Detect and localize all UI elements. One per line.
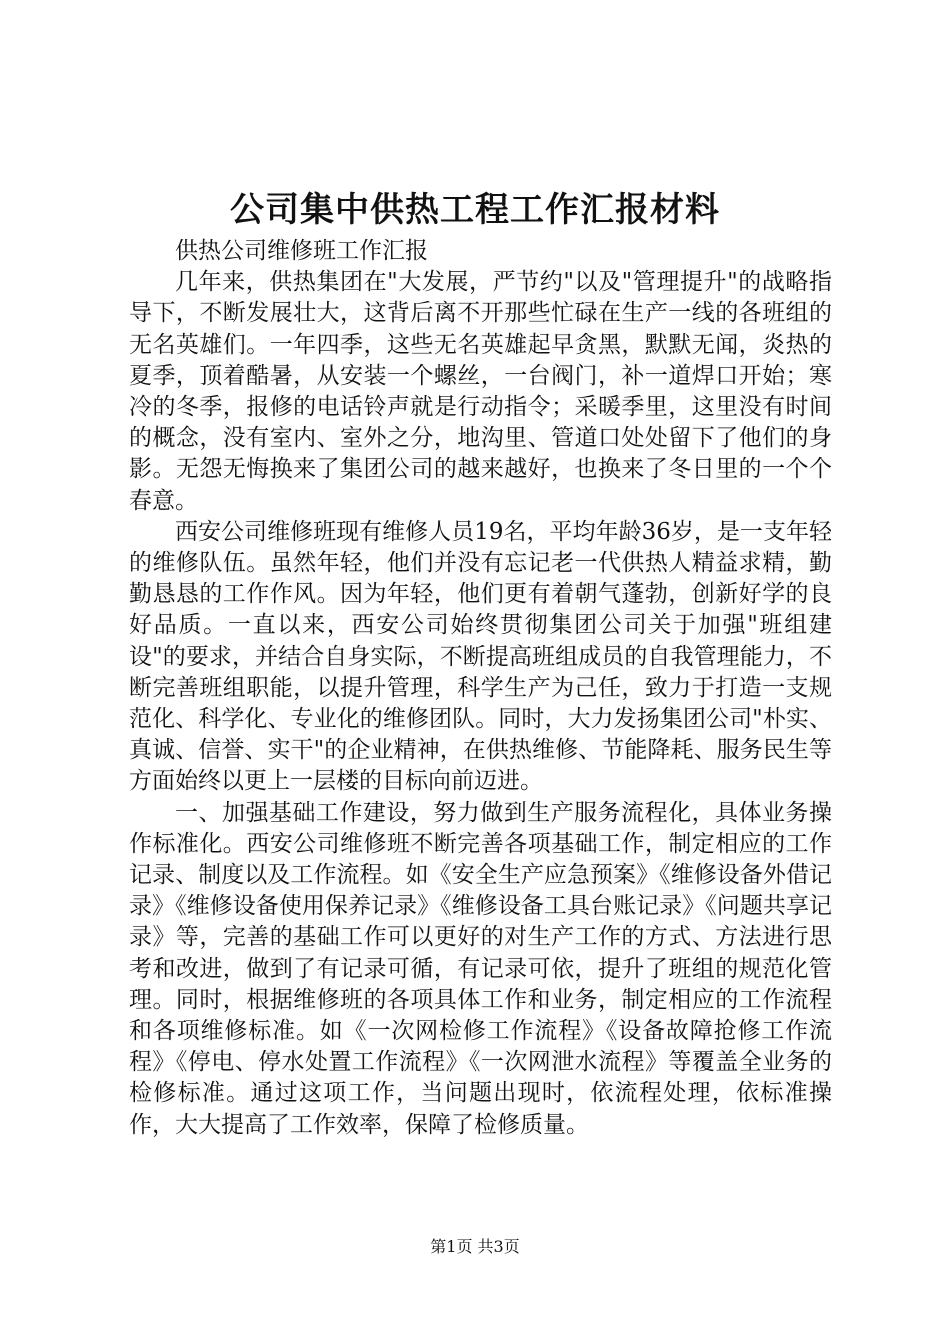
document-title: 公司集中供热工程工作汇报材料 <box>230 190 720 230</box>
document-body <box>129 236 832 1141</box>
body-paragraph: 几年来，供热集团在"大发展，严节约"以及"管理提升"的战略指导下，不断发展壮大，这背后离不开那些忙碌在生产一线的各班组的无名英雄们。一年四季，这些无名英雄起早贪黑，默默无闻，炎热的夏季，顶着酷暑，从安装一个螺丝，一台阀门，补一道焊口开始；寒冷的冬季，报修的电话铃声就是行动指令；采暖季里，这里没有时间的概念，没有室内、室外之分，地沟里、管道口处处留下了他们的身影。无怨无悔换来了集团公司的越来越好，也换来了冬日里的一个个春意。 <box>129 269 832 514</box>
body-paragraph: 供热公司维修班工作汇报 <box>175 238 428 264</box>
body-paragraph: 一、加强基础工作建设，努力做到生产服务流程化，具体业务操作标准化。西安公司维修班不断完善各项基础工作，制定相应的工作记录、制度以及工作流程。如《安全生产应急预案》《维修设备外借记录》《维修设备使用保养记录》《维修设备工具台账记录》《问题共享记录》等，完善的基础工作可以更好的对生产工作的方式、方法进行思考和改进，做到了有记录可循，有记录可依，提升了班组的规范化管理。同时，根据维修班的各项具体工作和业务，制定相应的工作流程和各项维修标准。如《一次网检修工作流程》《设备故障抢修工作流程》《停电、停水处置工作流程》《一次网泄水流程》等覆盖全业务的检修标准。通过这项工作，当问题出现时，依流程处理，依标准操作，大大提高了工作效率，保障了检修质量。 <box>129 799 832 1138</box>
body-paragraph: 西安公司维修班现有维修人员19名，平均年龄36岁，是一支年轻的维修队伍。虽然年轻，他们并没有忘记老一代供热人精益求精，勤勤恳恳的工作作风。因为年轻，他们更有着朝气蓬勃，创新好学的良好品质。一直以来，西安公司始终贯彻集团公司关于加强"班组建设"的要求，并结合自身实际，不断提高班组成员的自我管理能力，不断完善班组职能，以提升管理，科学生产为己任，致力于打造一支规范化、科学化、专业化的维修团队。同时，大力发扬集团公司"朴实、真诚、信誉、实干"的企业精神，在供热维修、节能降耗、服务民生等方面始终以更上一层楼的目标向前迈进。 <box>129 518 832 795</box>
page-footer: 第1页 共3页 <box>430 1237 520 1256</box>
